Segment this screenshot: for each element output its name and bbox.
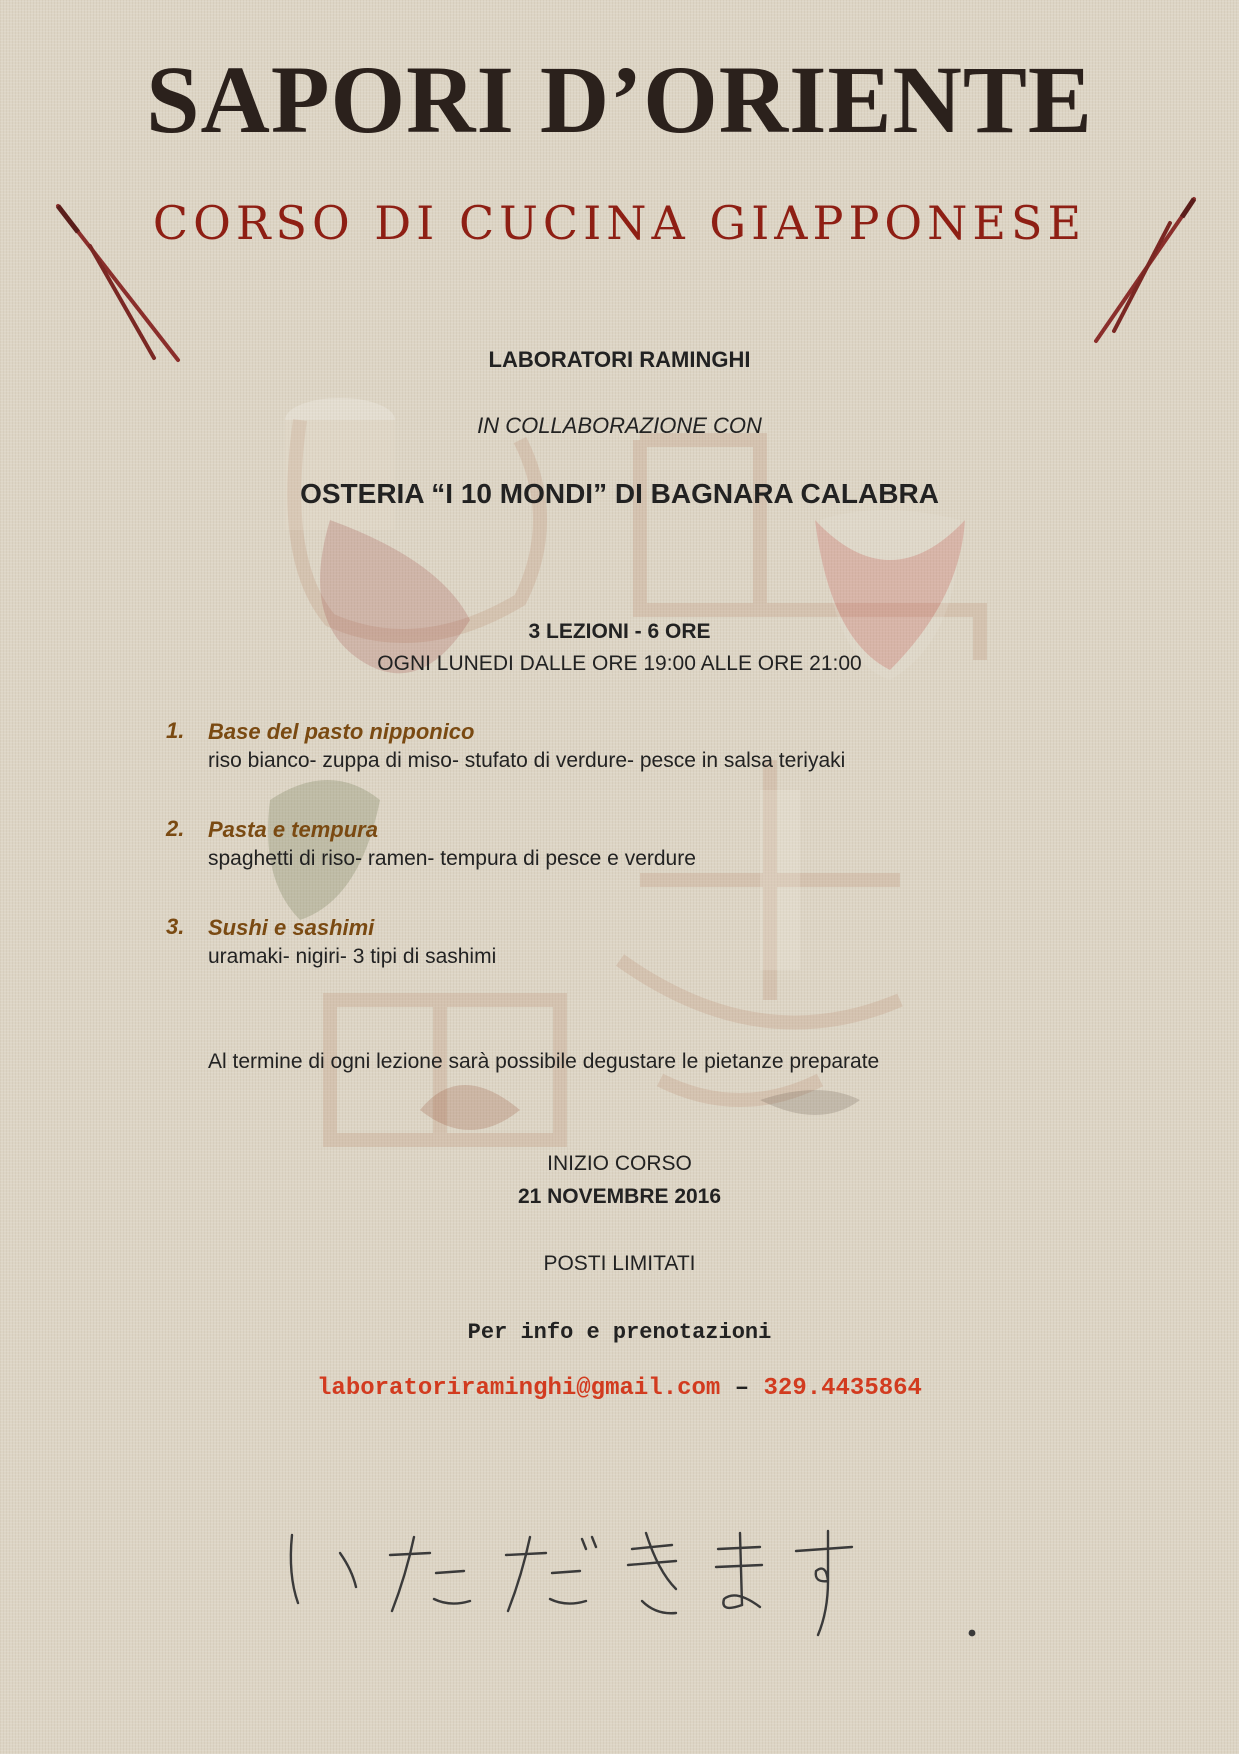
organizer-name: LABORATORI RAMINGHI bbox=[488, 347, 751, 372]
venue-name: OSTERIA “I 10 MONDI” DI BAGNARA CALABRA bbox=[300, 478, 939, 509]
phone-link[interactable]: 329.4435864 bbox=[763, 1375, 922, 1402]
info-label: Per info e prenotazioni bbox=[467, 1320, 772, 1345]
start-date: 21 NOVEMBRE 2016 bbox=[517, 1185, 722, 1208]
item-number: 1. bbox=[166, 718, 185, 743]
item-description: spaghetti di riso- ramen- tempura di pesce e verdure bbox=[208, 847, 696, 870]
list-item bbox=[166, 816, 1126, 874]
contact-line bbox=[0, 1375, 1239, 1402]
contact-separator: – bbox=[734, 1375, 750, 1402]
item-number: 2. bbox=[166, 816, 185, 841]
limited-seats: POSTI LIMITATI bbox=[543, 1252, 696, 1275]
item-description: uramaki- nigiri- 3 tipi di sashimi bbox=[208, 945, 497, 968]
email-link[interactable]: laboratoriraminghi@gmail.com bbox=[317, 1375, 721, 1402]
collaboration-label: IN COLLABORAZIONE CON bbox=[477, 413, 762, 438]
list-item bbox=[166, 718, 1126, 776]
item-number: 3. bbox=[166, 914, 185, 939]
handwritten-signature bbox=[280, 1515, 1000, 1655]
item-title: Pasta e tempura bbox=[208, 817, 378, 842]
lessons-summary: 3 LEZIONI - 6 ORE bbox=[528, 620, 711, 643]
item-description: riso bianco- zuppa di miso- stufato di verdure- pesce in salsa teriyaki bbox=[208, 749, 846, 772]
tasting-note: Al termine di ogni lezione sarà possibile degustare le pietanze preparate bbox=[208, 1050, 880, 1073]
item-title: Sushi e sashimi bbox=[208, 915, 375, 940]
start-label: INIZIO CORSO bbox=[547, 1152, 692, 1175]
lessons-list bbox=[166, 718, 1126, 1012]
page-title: SAPORI D’ORIENTE bbox=[146, 46, 1093, 153]
list-item bbox=[166, 914, 1126, 972]
lessons-schedule: OGNI LUNEDI DALLE ORE 19:00 ALLE ORE 21:00 bbox=[377, 652, 862, 675]
item-title: Base del pasto nipponico bbox=[208, 719, 475, 744]
page-subtitle: CORSO DI CUCINA GIAPPONESE bbox=[152, 196, 1087, 250]
